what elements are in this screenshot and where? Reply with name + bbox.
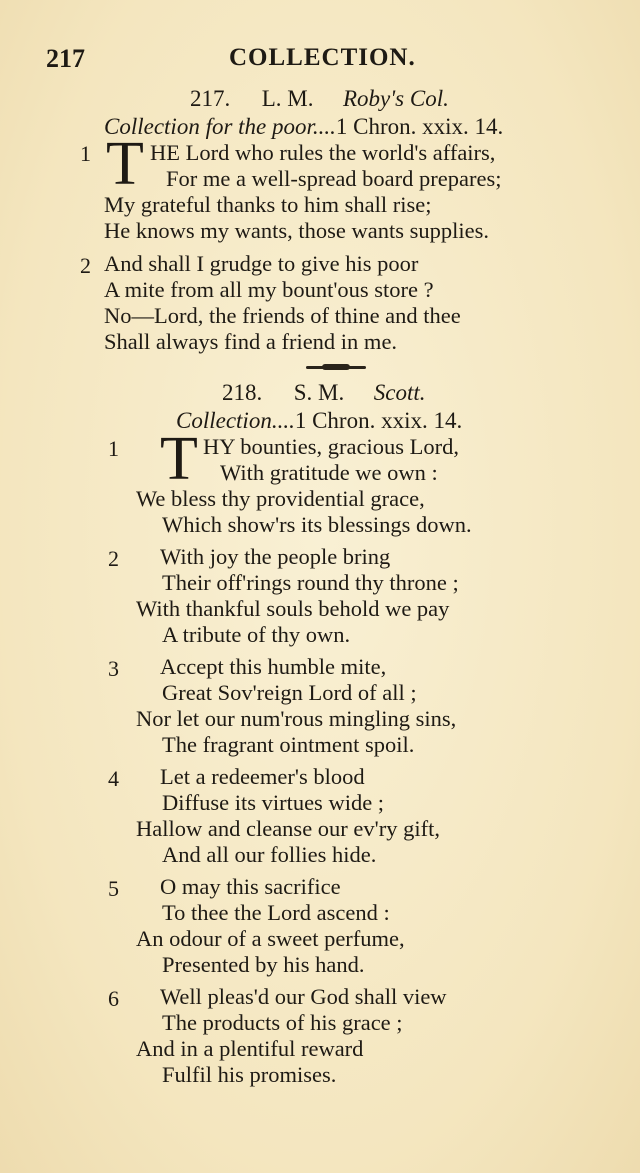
hymn-subject: Collection.... — [176, 408, 295, 433]
hymn-subject: Collection for the poor.... — [104, 114, 336, 139]
drop-cap: T — [106, 130, 144, 198]
hymn-author: Scott. — [373, 380, 426, 405]
verse-line: A tribute of thy own. — [162, 622, 351, 647]
hymn-218-subject — [176, 408, 462, 434]
verse-line: And all our follies hide. — [162, 842, 377, 867]
page-number: 217 — [46, 44, 85, 73]
verse-line: Well pleas'd our God shall view — [160, 984, 447, 1009]
verse-line: For me a well-spread board prepares; — [166, 166, 502, 191]
verse-line: With gratitude we own : — [220, 460, 438, 485]
verse-line: HE Lord who rules the world's affairs, — [150, 140, 496, 165]
verse-line: No—Lord, the friends of thine and thee — [104, 303, 461, 328]
verse-number: 1 — [108, 436, 119, 461]
running-title: COLLECTION. — [229, 44, 416, 71]
verse-number: 2 — [80, 253, 91, 278]
verse-number: 6 — [108, 986, 119, 1011]
hymn-number: 217. — [190, 86, 231, 111]
verse-line: Presented by his hand. — [162, 952, 365, 977]
drop-cap: T — [160, 425, 198, 493]
verse-line: The products of his grace ; — [162, 1010, 403, 1035]
verse-number: 2 — [108, 546, 119, 571]
hymn-author: Roby's Col. — [343, 86, 449, 111]
verse-line: We bless thy providential grace, — [136, 486, 425, 511]
verse-line: Hallow and cleanse our ev'ry gift, — [136, 816, 440, 841]
verse-number: 5 — [108, 876, 119, 901]
verse-line: He knows my wants, those wants supplies. — [104, 218, 489, 243]
verse-line: Let a redeemer's blood — [160, 764, 365, 789]
verse-number: 3 — [108, 656, 119, 681]
verse-line: Diffuse its virtues wide ; — [162, 790, 385, 815]
verse-line: Fulfil his promises. — [162, 1062, 337, 1087]
verse-line: My grateful thanks to him shall rise; — [104, 192, 432, 217]
verse-number: 4 — [108, 766, 119, 791]
verse-line: Accept this humble mite, — [160, 654, 387, 679]
verse-line: The fragrant ointment spoil. — [162, 732, 415, 757]
verse-line: With thankful souls behold we pay — [136, 596, 450, 621]
verse-line: Great Sov'reign Lord of all ; — [162, 680, 417, 705]
hymn-number: 218. — [222, 380, 263, 405]
scripture-reference: 1 Chron. xxix. 14. — [335, 114, 504, 139]
scripture-reference: 1 Chron. xxix. 14. — [294, 408, 463, 433]
verse-line: Shall always find a friend in me. — [104, 329, 398, 354]
verse-line: Which show'rs its blessings down. — [162, 512, 472, 537]
hymn-meter: L. M. — [261, 86, 314, 111]
verse-line: A mite from all my bount'ous store ? — [104, 277, 434, 302]
hymn-217-subject — [104, 114, 503, 140]
verse-line: HY bounties, gracious Lord, — [203, 434, 459, 459]
verse-number: 1 — [80, 141, 91, 166]
verse-line: And in a plentiful reward — [136, 1036, 364, 1061]
hymn-217-heading — [190, 86, 449, 112]
verse-line: Their off'rings round thy throne ; — [162, 570, 459, 595]
verse-line: And shall I grudge to give his poor — [104, 251, 419, 276]
hymn-218-heading — [222, 380, 426, 406]
hymn-meter: S. M. — [293, 380, 345, 405]
verse-line: To thee the Lord ascend : — [162, 900, 390, 925]
verse-line: Nor let our num'rous mingling sins, — [136, 706, 457, 731]
verse-line: With joy the people bring — [160, 544, 391, 569]
verse-line: O may this sacrifice — [160, 874, 341, 899]
verse-line: An odour of a sweet perfume, — [136, 926, 405, 951]
